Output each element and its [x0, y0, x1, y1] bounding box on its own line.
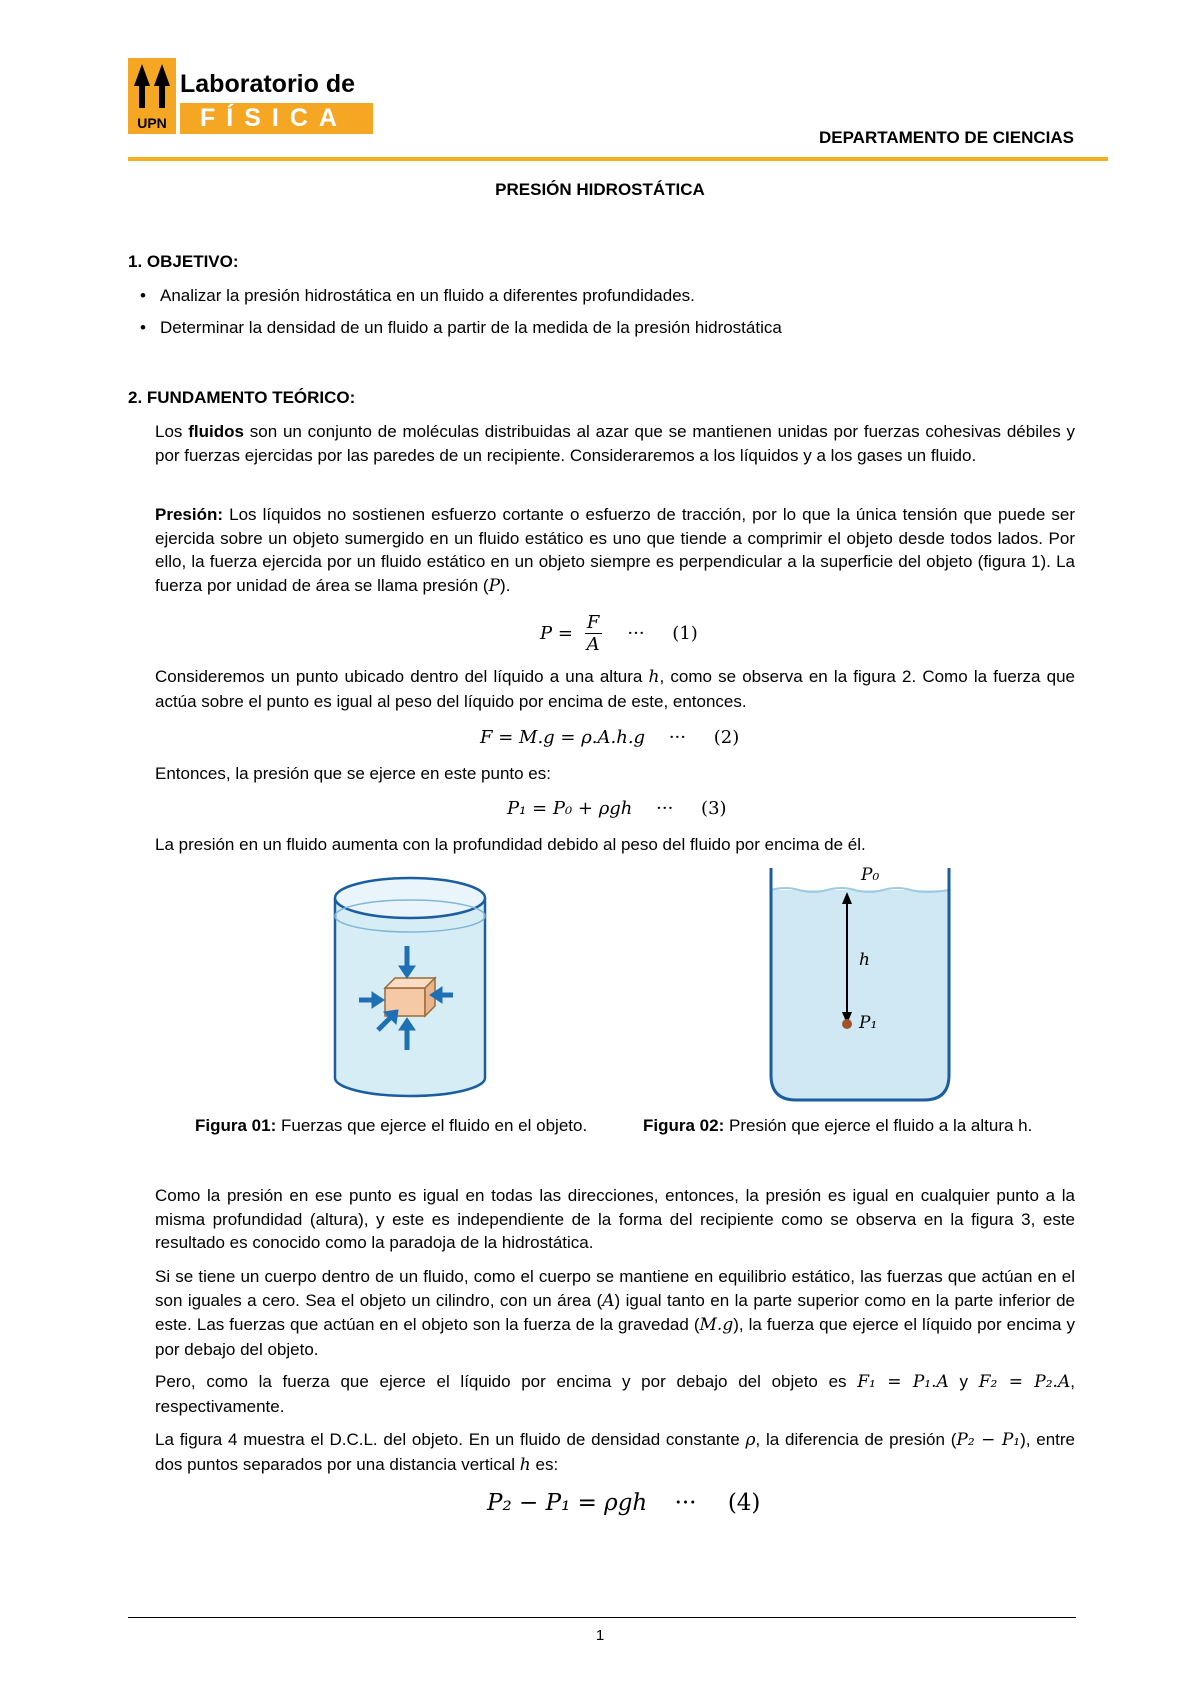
eq-numerator: F — [585, 612, 602, 634]
upn-logo — [128, 58, 176, 139]
eq-dots: ··· — [674, 1490, 697, 1516]
text: ), la fuerza que ejerce el líquido por encima y por debajo del objeto. — [155, 1315, 1075, 1359]
text: Consideremos un punto ubicado dentro del líquido a una altura — [155, 667, 643, 686]
math-var: A — [602, 1290, 615, 1311]
math-var: h — [648, 667, 660, 687]
text: , como se observa en la figura 2. Como la fuerza que actúa sobre el punto es igual al peso del líquido por encima de este, entonces. — [155, 667, 1075, 711]
equation-1 — [540, 612, 698, 655]
paragraph-dcl — [155, 1428, 1075, 1477]
list-item: • Determinar la densidad de un fluido a partir de la medida de la presión hidrostática — [140, 318, 782, 337]
text: Pero, como la fuerza que ejerce el líquido por encima y por debajo del objeto es — [155, 1372, 847, 1391]
text: Los — [155, 422, 183, 441]
text: La figura 4 muestra el D.C.L. del objeto. En un fluido de densidad constante — [155, 1430, 740, 1449]
section-heading-objetivo: 1. OBJETIVO: — [128, 252, 239, 271]
text: y — [959, 1372, 968, 1391]
math-var: ρ — [745, 1430, 756, 1450]
caption-label: Figura 02: — [643, 1116, 725, 1135]
figure-2-container — [765, 860, 955, 1110]
eq-tag: (1) — [672, 623, 698, 644]
eq-tag: (3) — [701, 798, 727, 819]
paragraph-aumenta: La presión en un fluido aumenta con la profundidad debido al peso del fluido por encima de él. — [155, 835, 866, 854]
eq-dots: ··· — [668, 727, 686, 748]
bold-term: fluidos — [188, 422, 244, 441]
fig2-p0-label: P₀ — [861, 865, 880, 885]
caption-label: Figura 01: — [195, 1116, 277, 1135]
equation-2 — [480, 727, 739, 748]
eq-expr: P₁ = P₀ + ρgh — [507, 798, 633, 819]
figure-1-caption — [195, 1114, 605, 1137]
fig2-h-label: h — [859, 950, 870, 970]
eq-dots: ··· — [627, 623, 645, 644]
paragraph-paradoja: Como la presión en ese punto es igual en todas las direcciones, entonces, la presión es igual en cualquier punto a la misma profundidad (altura), y este es independiente de la forma del recipiente como se observa en la figura 3, este resultado es conocido como la paradoja de la hidrostática. — [155, 1186, 1075, 1252]
math-var: F₁ = P₁.A — [857, 1372, 949, 1392]
paragraph-fluidos — [155, 420, 1075, 467]
paragraph-entonces: Entonces, la presión que se ejerce en este punto es: — [155, 764, 551, 783]
text: Si se tiene un cuerpo dentro de un fluido, como el cuerpo se mantiene en equilibrio estático, las fuerzas que actúan en el son iguales a cero. Sea el objeto un cilindro, con un área ( — [155, 1267, 1075, 1310]
eq-expr: P₂ − P₁ = ρgh — [487, 1490, 648, 1516]
text: es: — [535, 1454, 559, 1474]
eq-lhs: P = — [540, 623, 573, 644]
eq-tag: (4) — [727, 1490, 761, 1516]
eq-dots: ··· — [656, 798, 674, 819]
department-label: DEPARTAMENTO DE CIENCIAS — [818, 128, 1074, 147]
math-var: P — [488, 575, 501, 596]
footer-divider — [128, 1617, 1076, 1618]
section-heading-fundamento: 2. FUNDAMENTO TEÓRICO: — [128, 388, 356, 407]
paragraph-punto — [155, 665, 1075, 713]
math-var: P₂ − P₁ — [956, 1430, 1021, 1450]
text: ), entre dos puntos separados por una distancia vertical — [155, 1430, 1076, 1474]
text: son un conjunto de moléculas distribuidas al azar que se mantienen unidas por fuerzas cohesivas débiles y por fuerzas ejercidas por las paredes de un recipiente. Consideraremos a los líquidos y a los gases un fluido. — [155, 422, 1075, 465]
logo-subtitle: FÍSICA — [180, 103, 373, 134]
paragraph-pero — [155, 1370, 1075, 1418]
figure-2-caption — [643, 1114, 1053, 1137]
bold-term: Presión: — [155, 505, 224, 524]
logo-mark: UPN — [137, 115, 167, 131]
paragraph-cuerpo — [155, 1265, 1075, 1361]
caption-text: Fuerzas que ejerce el fluido en el objeto. — [280, 1116, 588, 1135]
text: , la diferencia de presión ( — [755, 1430, 957, 1449]
math-var: M.g — [699, 1315, 734, 1335]
list-item: • Analizar la presión hidrostática en un fluido a diferentes profundidades. — [140, 286, 695, 305]
upn-logo-icon — [128, 58, 176, 134]
equation-3 — [507, 798, 727, 819]
page-number: 1 — [595, 1627, 605, 1644]
bullet-text: Determinar la densidad de un fluido a partir de la medida de la presión hidrostática — [160, 318, 782, 337]
caption-text: Presión que ejerce el fluido a la altura h. — [728, 1116, 1033, 1135]
fig2-p1-label: P₁ — [859, 1013, 878, 1033]
paragraph-presion — [155, 503, 1075, 598]
eq-tag: (2) — [713, 727, 740, 748]
logo-title: Laboratorio de — [180, 70, 356, 98]
figure-1-cylinder — [330, 868, 490, 1108]
eq-denominator: A — [586, 634, 600, 655]
equation-4 — [487, 1490, 760, 1516]
text: ) igual tanto en la parte superior como en la parte inferior de este. Las fuerzas que actúan en el objeto son la fuerza de la gravedad ( — [155, 1290, 1075, 1334]
math-var: F₂ = P₂.A — [978, 1372, 1071, 1392]
eq-expr: F = M.g = ρ.A.h.g — [480, 727, 646, 748]
math-var: h — [519, 1454, 531, 1475]
text: ). — [500, 575, 511, 595]
page-title: PRESIÓN HIDROSTÁTICA — [495, 180, 705, 199]
text: Los líquidos no sostienen esfuerzo cortante o esfuerzo de tracción, por lo que la única tensión que puede ser ejercida sobre un objeto sumergido en un fluido estático es uno que tiende a comprimir el objeto desde todos lados. Por ello, la fuerza ejercida por un fluido estático en un objeto siempre es perpendicular a la superficie del objeto (figura 1). La fuerza por unidad de área se llama presión ( — [155, 505, 1075, 595]
header-divider — [128, 157, 1108, 161]
text: , respectivamente. — [155, 1372, 1075, 1416]
bullet-text: Analizar la presión hidrostática en un fluido a diferentes profundidades. — [160, 286, 695, 305]
